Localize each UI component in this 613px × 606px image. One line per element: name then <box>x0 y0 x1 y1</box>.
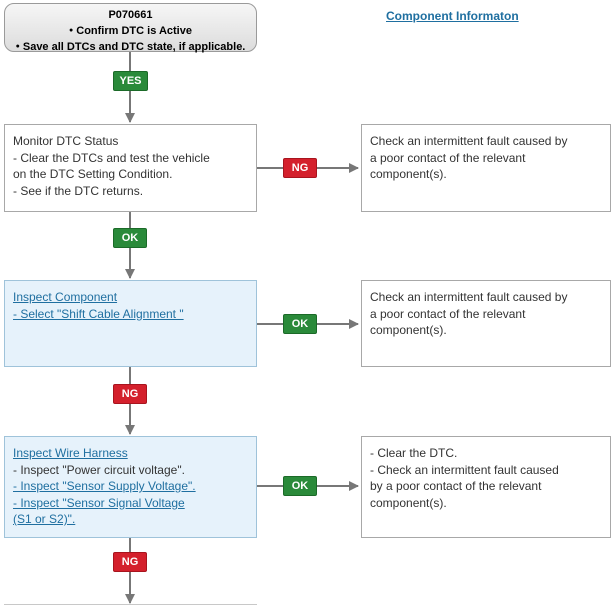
ng-badge-3: NG <box>113 552 147 572</box>
sensor-supply-voltage-link[interactable]: - Inspect "Sensor Supply Voltage". <box>13 479 196 493</box>
ok-badge-1: OK <box>113 228 147 248</box>
ng-badge-1: NG <box>283 158 317 178</box>
start-bullet-confirm: ● Confirm DTC is Active <box>5 23 256 39</box>
result-line: component(s). <box>370 495 447 510</box>
step-line: - Clear the DTCs and test the vehicle <box>13 150 210 165</box>
result-line: - Clear the DTC. <box>370 446 458 460</box>
yes-badge: YES <box>113 71 148 91</box>
next-step-edge <box>4 604 257 605</box>
ok-badge-3: OK <box>283 476 317 496</box>
start-node <box>4 3 257 52</box>
result-line: a poor contact of the relevant <box>370 306 526 321</box>
dtc-code: P070661 <box>108 9 153 21</box>
step-monitor-dtc-status <box>4 124 257 212</box>
step-line: on the DTC Setting Condition. <box>13 167 173 181</box>
step-inspect-wire-harness <box>4 436 257 538</box>
shift-cable-alignment-link[interactable]: - Select "Shift Cable Alignment " <box>13 306 184 321</box>
result-box-2 <box>361 280 611 367</box>
ok-badge-2: OK <box>283 314 317 334</box>
result-box-1 <box>361 124 611 212</box>
component-information-link[interactable]: Component Informaton <box>386 9 519 23</box>
result-box-3 <box>361 436 611 538</box>
step-inspect-component <box>4 280 257 367</box>
inspect-component-link[interactable]: Inspect Component <box>13 290 118 304</box>
result-line: by a poor contact of the relevant <box>370 479 542 493</box>
step-line: - See if the DTC returns. <box>13 183 144 198</box>
start-bullet-save: ● Save all DTCs and DTC state, if applicable. <box>5 39 256 55</box>
result-line: component(s). <box>370 167 447 181</box>
inspect-wire-harness-link[interactable]: Inspect Wire Harness <box>13 446 128 460</box>
result-line: Check an intermittent fault caused by <box>370 134 568 148</box>
sensor-signal-voltage-link[interactable]: - Inspect "Sensor Signal Voltage <box>13 495 185 510</box>
power-circuit-voltage-text: - Inspect "Power circuit voltage". <box>13 462 185 477</box>
ng-badge-2: NG <box>113 384 147 404</box>
step-title: Monitor DTC Status <box>13 134 119 148</box>
result-line: a poor contact of the relevant <box>370 150 526 165</box>
result-line: Check an intermittent fault caused by <box>370 290 568 304</box>
sensor-signal-voltage-link-cont[interactable]: (S1 or S2)". <box>13 512 76 526</box>
result-line: - Check an intermittent fault caused <box>370 462 559 477</box>
result-line: component(s). <box>370 323 447 337</box>
